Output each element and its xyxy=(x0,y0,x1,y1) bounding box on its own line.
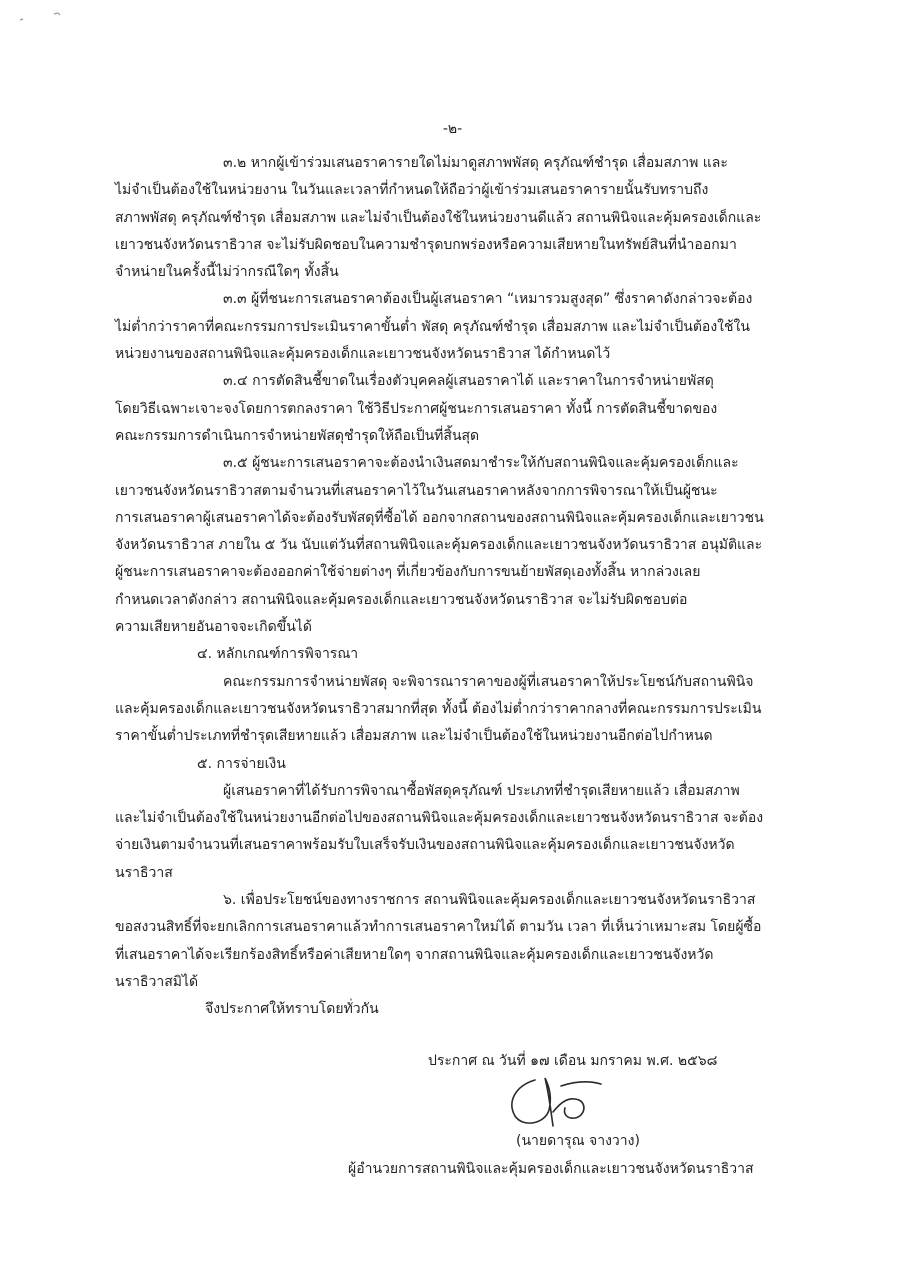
text-line: และคุ้มครองเด็กและเยาวชนจังหวัดนราธิวาสมากที่สุด ทั้งนี้ ต้องไม่ต่ำกว่าราคากลางที่คณะกรรมการประเมิน xyxy=(115,700,762,717)
text-line: ราคาขั้นต่ำประเภทที่ชำรุดเสียหายแล้ว เสื่อมสภาพ และไม่จำเป็นต้องใช้ในหน่วยงานอีกต่อไปกำหนด xyxy=(115,728,713,745)
scan-speck xyxy=(14,8,64,28)
text-line: และไม่จำเป็นต้องใช้ในหน่วยงานอีกต่อไปของสถานพินิจและคุ้มครองเด็กและเยาวชนจังหวัดนราธิวาส จะต้อง xyxy=(115,810,764,827)
handwritten-signature xyxy=(505,1072,605,1134)
text-line: นราธิวาสมิได้ xyxy=(115,973,199,990)
text-line: ๓.๕ ผู้ชนะการเสนอราคาจะต้องนำเงินสดมาชำระให้กับสถานพินิจและคุ้มครองเด็กและ xyxy=(223,455,739,472)
text-line: จ่ายเงินตามจำนวนที่เสนอราคาพร้อมรับใบเสร็จรับเงินของสถานพินิจและคุ้มครองเด็กและเยาวชนจังหวัด xyxy=(115,837,735,854)
text-line: ๖. เพื่อประโยชน์ของทางราชการ สถานพินิจและคุ้มครองเด็กและเยาวชนจังหวัดนราธิวาส xyxy=(223,892,756,909)
text-line: เยาวชนจังหวัดนราธิวาส จะไม่รับผิดชอบในความชำรุดบกพร่องหรือความเสียหายในทรัพย์สินที่นำออกมา xyxy=(115,236,737,253)
text-line: การเสนอราคาผู้เสนอราคาได้จะต้องรับพัสดุที่ซื้อได้ ออกจากสถานของสถานพินิจและคุ้มครองเด็กและเยาวชน xyxy=(115,509,764,526)
text-line: จึงประกาศให้ทราบโดยทั่วกัน xyxy=(205,1001,379,1018)
text-line: ผู้เสนอราคาที่ได้รับการพิจาณาซื้อพัสดุครุภัณฑ์ ประเภทที่ชำรุดเสียหายแล้ว เสื่อมสภาพ xyxy=(223,782,740,799)
text-line: กำหนดเวลาดังกล่าว สถานพินิจและคุ้มครองเด็กและเยาวชนจังหวัดนราธิวาส จะไม่รับผิดชอบต่อ xyxy=(115,591,688,608)
text-line: ที่เสนอราคาได้จะเรียกร้องสิทธิ์หรือค่าเสียหายใดๆ จากสถานพินิจและคุ้มครองเด็กและเยาวชนจังหวัด xyxy=(115,946,714,963)
text-line: คณะกรรมการจำหน่ายพัสดุ จะพิจารณาราคาของผู้ที่เสนอราคาให้ประโยชน์กับสถานพินิจ xyxy=(223,673,754,690)
signer-title: ผู้อำนวยการสถานพินิจและคุ้มครองเด็กและเยาวชนจังหวัดนราธิวาส xyxy=(348,1161,754,1177)
text-line: ไม่ต่ำกว่าราคาที่คณะกรรมการประเมินราคาขั้นต่ำ พัสดุ ครุภัณฑ์ชำรุด เสื่อมสภาพ และไม่จำเป็นต้องใช้ใน xyxy=(115,318,750,335)
text-line: ๓.๓ ผู้ที่ชนะการเสนอราคาต้องเป็นผู้เสนอราคา “เหมารวมสูงสุด” ซึ่งราคาดังกล่าวจะต้อง xyxy=(223,291,753,308)
text-line: ผู้ชนะการเสนอราคาจะต้องออกค่าใช้จ่ายต่างๆ ที่เกี่ยวข้องกับการขนย้ายพัสดุเองทั้งสิ้น หากล่วงเลย xyxy=(115,564,701,581)
text-line: ๕. การจ่ายเงิน xyxy=(197,755,286,772)
text-line: จำหน่ายในครั้งนี้ไม่ว่ากรณีใดๆ ทั้งสิ้น xyxy=(115,264,339,281)
page-number: -๒- xyxy=(442,121,463,137)
text-line: จังหวัดนราธิวาส ภายใน ๕ วัน นับแต่วันที่สถานพินิจและคุ้มครองเด็กและเยาวชนจังหวัดนราธิวาส อนุมัติและ xyxy=(115,537,763,554)
text-line: สภาพพัสดุ ครุภัณฑ์ชำรุด เสื่อมสภาพ และไม่จำเป็นต้องใช้ในหน่วยงานดีแล้ว สถานพินิจและคุ้มครองเด็กและ xyxy=(115,209,762,226)
text-line: เยาวชนจังหวัดนราธิวาสตามจำนวนที่เสนอราคาไว้ในวันเสนอราคาหลังจากการพิจารณาให้เป็นผู้ชนะ xyxy=(115,482,718,499)
text-line: ขอสงวนสิทธิ์ที่จะยกเลิกการเสนอราคาแล้วทำการเสนอราคาใหม่ได้ ตามวัน เวลา ที่เห็นว่าเหมาะสม โดยผู้ซื้อ xyxy=(115,919,762,936)
text-line: ๓.๒ หากผู้เข้าร่วมเสนอราคารายใดไม่มาดูสภาพพัสดุ ครุภัณฑ์ชำรุด เสื่อมสภาพ และ xyxy=(223,155,728,171)
text-line: ไม่จำเป็นต้องใช้ในหน่วยงาน ในวันและเวลาที่กำหนดให้ถือว่าผู้เข้าร่วมเสนอราคารายนั้นรับทราบถึง xyxy=(115,182,709,199)
text-line: โดยวิธีเฉพาะเจาะจงโดยการตกลงราคา ใช้วิธีประกาศผู้ชนะการเสนอราคา ทั้งนี้ การตัดสินชี้ขาดของ xyxy=(115,400,718,417)
announcement-date: ประกาศ ณ วันที่ ๑๗ เดือน มกราคม พ.ศ. ๒๕๖๘ xyxy=(428,1053,718,1069)
document-body xyxy=(115,150,793,1024)
text-line: นราธิวาส xyxy=(115,864,173,881)
text-line: หน่วยงานของสถานพินิจและคุ้มครองเด็กและเยาวชนจังหวัดนราธิวาส ได้กำหนดไว้ xyxy=(115,346,611,363)
text-line: ๓.๔ การตัดสินชี้ขาดในเรื่องตัวบุคคลผู้เสนอราคาได้ และราคาในการจำหน่ายพัสดุ xyxy=(223,373,714,390)
text-line: คณะกรรมการดำเนินการจำหน่ายพัสดุชำรุดให้ถือเป็นที่สิ้นสุด xyxy=(115,427,480,444)
text-line: ๔. หลักเกณฑ์การพิจารณา xyxy=(197,646,359,663)
signer-name: (นายดารุณ จางวาง) xyxy=(516,1133,640,1149)
text-line: ความเสียหายอันอาจจะเกิดขึ้นได้ xyxy=(115,619,312,636)
